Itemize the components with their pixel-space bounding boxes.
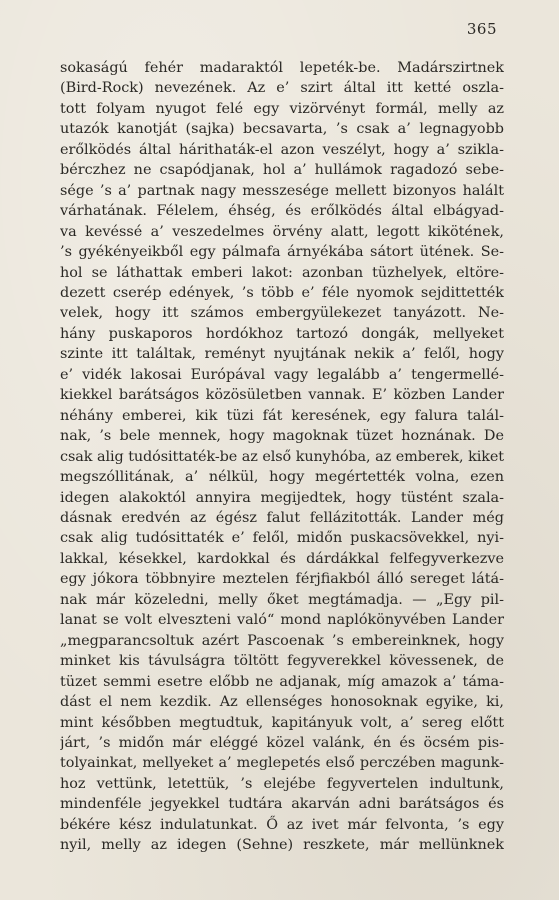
- text-line: tott folyam nyugot felé egy vizörvényt formál, melly az: [60, 100, 504, 117]
- text-line: csak alig tudósittaték-be az első kunyhóba, az emberek, kiket: [60, 448, 504, 465]
- text-line: lanat se volt elveszteni való“ mond naplókönyvében Lander: [60, 612, 504, 629]
- text-line: várhatának. Félelem, éhség, és erőlködés által elbágyad-: [60, 203, 504, 220]
- text-line: „megparancsoltuk azért Pascoenak ’s embereinknek, hogy: [60, 632, 504, 649]
- text-line: velek, hogy itt számos embergyülekezet tanyázott. Ne-: [60, 305, 504, 322]
- text-line: megszóllitának, a’ nélkül, hogy megértették volna, ezen: [60, 469, 504, 486]
- text-line: hoz vettünk, letettük, ’s elejébe fegyvertelen indultunk,: [60, 775, 504, 792]
- text-line: mindenféle jegyekkel tudtára akarván adni barátságos és: [60, 796, 504, 813]
- text-line: erőlködés által hárithaták-el azon veszélyt, hogy a’ szikla-: [60, 141, 504, 158]
- text-line: bérczhez ne csapódjanak, hol a’ hullámok ragadozó sebe-: [60, 162, 504, 179]
- text-line: szinte itt találtak, reményt nyujtának nekik a’ felől, hogy: [60, 346, 504, 363]
- text-line: ’s gyékényeikből egy pálmafa árnyékába sátort ütének. Se-: [60, 244, 504, 261]
- text-line: sége ’s a’ partnak nagy messzesége mellett bizonyos halált: [60, 182, 504, 199]
- text-line: dást el nem kezdik. Az ellenséges honosoknak egyike, ki,: [60, 694, 504, 711]
- text-line: e’ vidék lakosai Európával vagy legalább a’ tengermellé-: [60, 366, 504, 383]
- text-line: mint későbben megtudtuk, kapitányuk volt, a’ sereg előtt: [60, 714, 504, 731]
- text-line: va kevéssé a’ veszedelmes örvény alatt, legott kikötének,: [60, 223, 504, 240]
- text-line: nak már közeledni, melly őket megtámadja. — „Egy pil-: [60, 591, 504, 608]
- text-line: csak alig tudósittaték e’ felől, midőn puskacsövekkel, nyi-: [60, 530, 504, 547]
- text-line: kiekkel barátságos közösületben vannak. E’ közben Lander: [60, 387, 504, 404]
- text-line: sokaságú fehér madaraktól lepeték-be. Madárszirtnek: [60, 60, 504, 76]
- text-line: minket kis távulságra töltött fegyverekkel kövessenek, de: [60, 653, 504, 670]
- text-line: békére kész indulatunkat. Ő az ivet már felvonta, ’s egy: [60, 816, 504, 833]
- text-line: nak, ’s bele mennek, hogy magoknak tüzet hoznának. De: [60, 428, 504, 445]
- text-line: (Bird-Rock) nevezének. Az e’ szirt által itt ketté oszla-: [60, 80, 504, 97]
- text-line: egy jókora többnyire meztelen férjfiakból álló sereget látá-: [60, 571, 504, 588]
- text-line: tolyainkat, mellyeket a’ meglepetés első perczében magunk-: [60, 755, 504, 772]
- text-line: járt, ’s midőn már eléggé közel valánk, én és öcsém pis-: [60, 734, 504, 751]
- text-line: dezett cserép edények, ’s több e’ féle nyomok sejdittették: [60, 284, 504, 301]
- text-line: nyil, melly az idegen (Sehne) reszkete, már mellünknek: [60, 837, 504, 854]
- text-line: hány puskaporos hordókhoz tartozó dongák, mellyeket: [60, 325, 504, 342]
- text-line: néhány emberei, kik tüzi fát keresének, egy falura talál-: [60, 407, 504, 424]
- text-line: tüzet semmi esetre előbb ne adjanak, míg amazok a’ táma-: [60, 673, 504, 690]
- body-text: [60, 58, 504, 856]
- text-line: lakkal, késekkel, kardokkal és dárdákkal felfegyverkezve: [60, 550, 504, 567]
- text-line: hol se láthattak emberi lakot: azonban tüzhelyek, eltöre-: [60, 264, 504, 281]
- text-line: dásnak eredvén az égész falut fellázitották. Lander még: [60, 509, 504, 526]
- text-line: idegen alakoktól annyira megijedtek, hogy tüstént szala-: [60, 489, 504, 506]
- page-number: 365: [466, 20, 497, 38]
- text-line: utazók kanotját (sajka) becsavarta, ’s csak a’ legnagyobb: [60, 121, 504, 138]
